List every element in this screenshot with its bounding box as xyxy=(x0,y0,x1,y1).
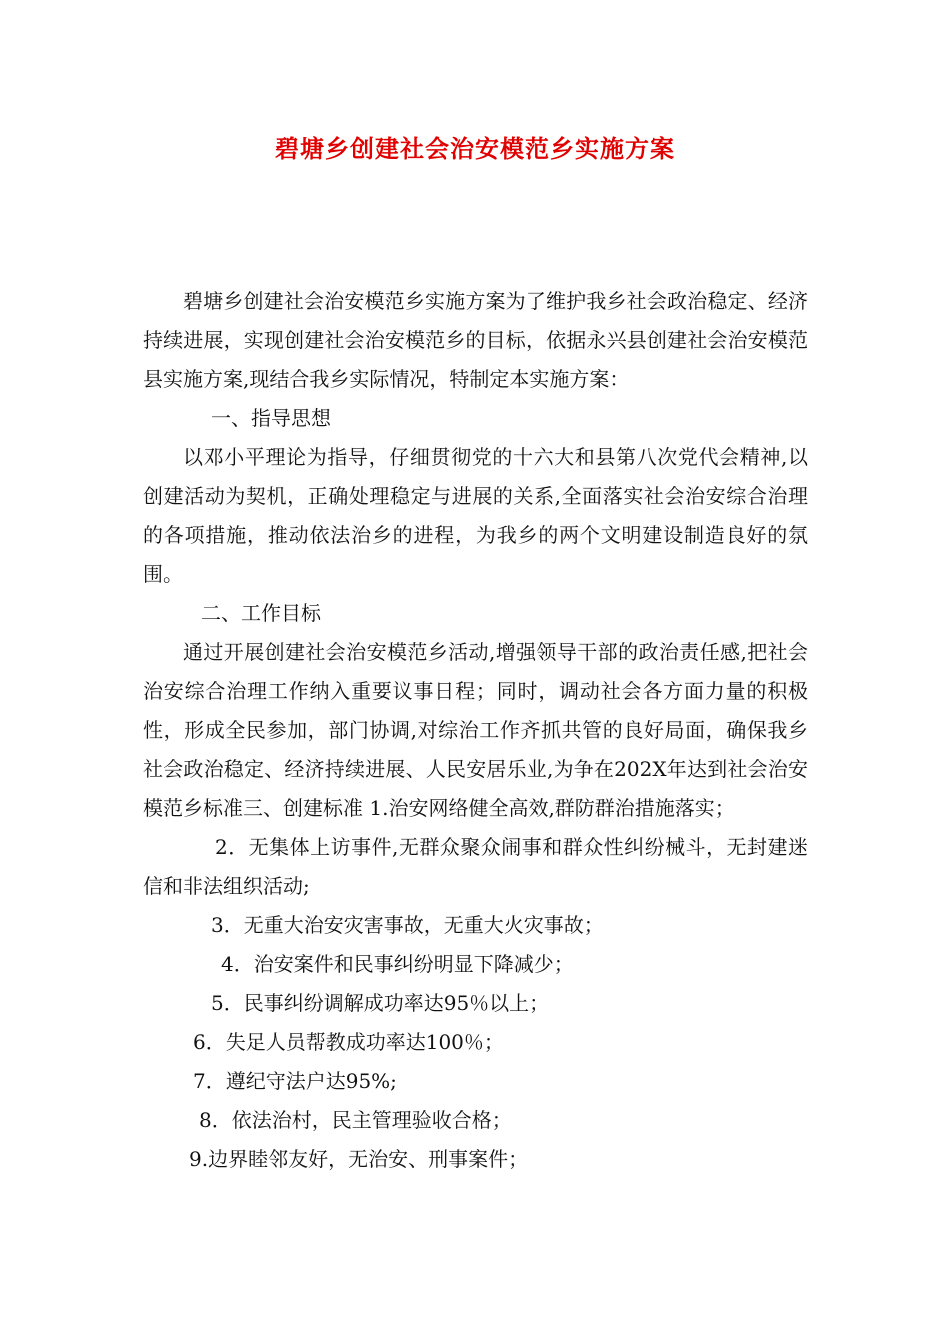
intro-paragraph: 碧塘乡创建社会治安模范乡实施方案为了维护我乡社会政治稳定、经济持续进展，实现创建社会治安模范乡的目标，依据永兴县创建社会治安模范县实施方案,现结合我乡实际情况，特制定本实施方案： xyxy=(143,289,808,391)
work-goals-paragraph: 通过开展创建社会治安模范乡活动,增强领导干部的政治责任感,把社会治安综合治理工作纳入重要议事日程；同时，调动社会各方面力量的积极性，形成全民参加，部门协调,对综治工作齐抓共管的良好局面，确保我乡社会政治稳定、经济持续进展、人民安居乐业,为争在202X年达到社会治安模范乡标准三、创建标准 1.治安网络健全高效,群防群治措施落实； xyxy=(143,640,808,820)
list-item: 9.边界睦邻友好，无治安、刑事案件； xyxy=(189,1147,529,1171)
list-item: 7．遵纪守法户达95%; xyxy=(193,1069,397,1093)
document-body xyxy=(143,282,808,1179)
document-title: 碧塘乡创建社会治安模范乡实施方案 xyxy=(275,134,675,163)
list-item: 8．依法治村，民主管理验收合格； xyxy=(199,1108,512,1132)
section-heading-guiding-ideology: 一、指导思想 xyxy=(211,406,331,430)
list-item: 2．无集体上访事件,无群众聚众闹事和群众性纠纷械斗，无封建迷信和非法组织活动; xyxy=(143,835,808,898)
list-item: 6．失足人员帮教成功率达100％； xyxy=(193,1030,504,1054)
list-item: 3．无重大治安灾害事故，无重大火灾事故； xyxy=(211,913,604,937)
section-heading-work-goals: 二、工作目标 xyxy=(201,601,321,625)
list-item: 5．民事纠纷调解成功率达95％以上； xyxy=(211,991,550,1015)
list-item: 4．治安案件和民事纠纷明显下降减少； xyxy=(221,952,574,976)
guiding-ideology-paragraph: 以邓小平理论为指导，仔细贯彻党的十六大和县第八次党代会精神,以创建活动为契机，正确处理稳定与进展的关系,全面落实社会治安综合治理的各项措施，推动依法治乡的进程，为我乡的两个文明建设制造良好的氛围。 xyxy=(143,445,808,586)
